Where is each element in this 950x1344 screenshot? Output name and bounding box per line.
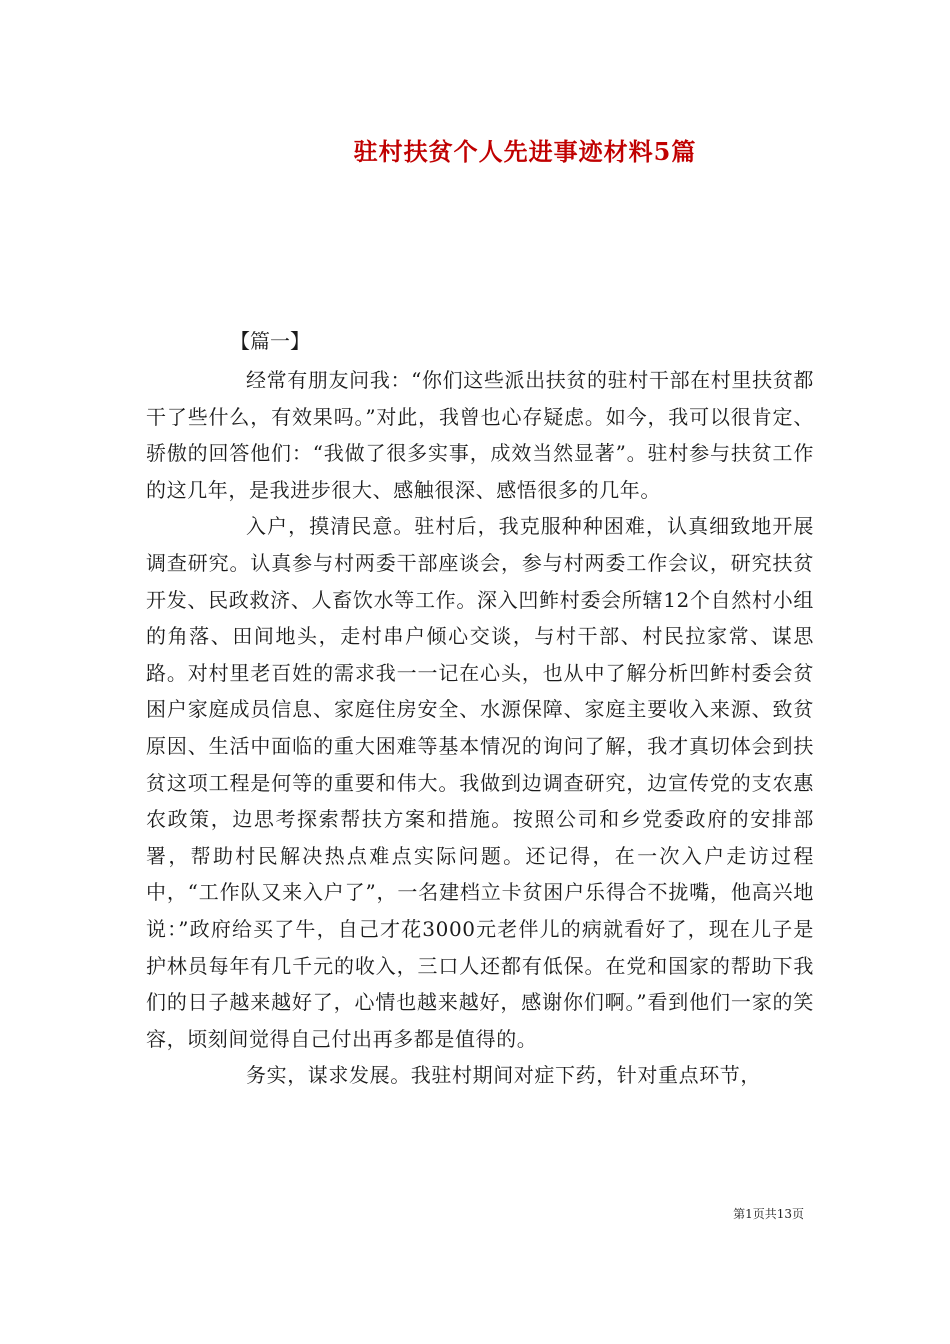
document-title: 驻村扶贫个人先进事迹材料5篇 (353, 137, 697, 166)
paragraph-3: 务实，谋求发展。我驻村期间对症下药，针对重点环节， (246, 1063, 761, 1088)
section-label: 【篇一】 (230, 329, 310, 353)
document-body (146, 362, 814, 1094)
paragraph-2: 入户，摸清民意。驻村后，我克服种种困难，认真细致地开展调查研究。认真参与村两委干部座谈会，参与村两委工作会议，研究扶贫开发、民政救济、人畜饮水等工作。深入凹鲊村委会所辖12个自然村小组的角落、田间地头，走村串户倾心交谈，与村干部、村民拉家常、谋思路。对村里老百姓的需求我一一记在心头，也从中了解分析凹鲊村委会贫困户家庭成员信息、家庭住房安全、水源保障、家庭主要收入来源、致贫原因、生活中面临的重大困难等基本情况的询问了解，我才真切体会到扶贫这项工程是何等的重要和伟大。我做到边调查研究，边宣传党的支农惠农政策，边思考探索帮扶方案和措施。按照公司和乡党委政府的安排部署，帮助村民解决热点难点实际问题。还记得，在一次入户走访过程中，“工作队又来入户了”，一名建档立卡贫困户乐得合不拢嘴，他高兴地说：”政府给买了牛，自己才花3000元老伴儿的病就看好了，现在儿子是护林员每年有几千元的收入，三口人还都有低保。在党和国家的帮助下我们的日子越来越好了，心情也越来越好，感谢你们啊。”看到他们一家的笑容，顷刻间觉得自己付出再多都是值得的。 (146, 514, 814, 1051)
paragraph-1: 经常有朋友问我：“你们这些派出扶贫的驻村干部在村里扶贫都干了些什么，有效果吗。”对此，我曾也心存疑虑。如今，我可以很肯定、骄傲的回答他们：“我做了很多实事，成效当然显著”。驻村参与扶贫工作的这几年，是我进步很大、感触很深、感悟很多的几年。 (146, 368, 814, 502)
page-footer: 第1页共13页 (733, 1207, 804, 1221)
